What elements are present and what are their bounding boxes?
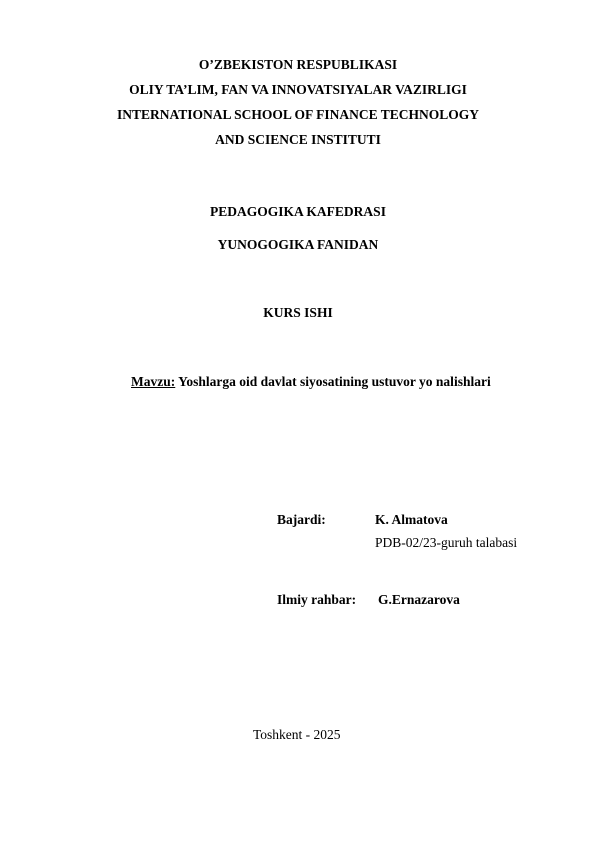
header-institute-cont: AND SCIENCE INSTITUTI (215, 132, 381, 147)
header-institute: INTERNATIONAL SCHOOL OF FINANCE TECHNOLOGY (116, 107, 480, 122)
topic-line (131, 374, 491, 390)
author-group: PDB-02/23-guruh talabasi (375, 535, 518, 550)
topic-text: Yoshlarga oid davlat siyosatining ustuvor yo nalishlari (175, 374, 491, 389)
supervisor-label: Ilmiy rahbar: (277, 592, 357, 607)
header-ministry: OLIY TA’LIM, FAN VA INNOVATSIYALAR VAZIRLIGI (129, 82, 467, 97)
document-type: KURS ISHI (263, 305, 333, 320)
header-country: O’ZBEKISTON RESPUBLIKASI (198, 57, 398, 72)
place-year: Toshkent - 2025 (253, 727, 341, 742)
topic-label: Mavzu: (131, 374, 176, 389)
department-name: PEDAGOGIKA KAFEDRASI (210, 204, 386, 219)
author-label: Bajardi: (277, 512, 326, 527)
supervisor-name: G.Ernazarova (378, 592, 460, 607)
subject-name: YUNOGOGIKA FANIDAN (217, 237, 379, 252)
author-name: K. Almatova (375, 512, 448, 527)
